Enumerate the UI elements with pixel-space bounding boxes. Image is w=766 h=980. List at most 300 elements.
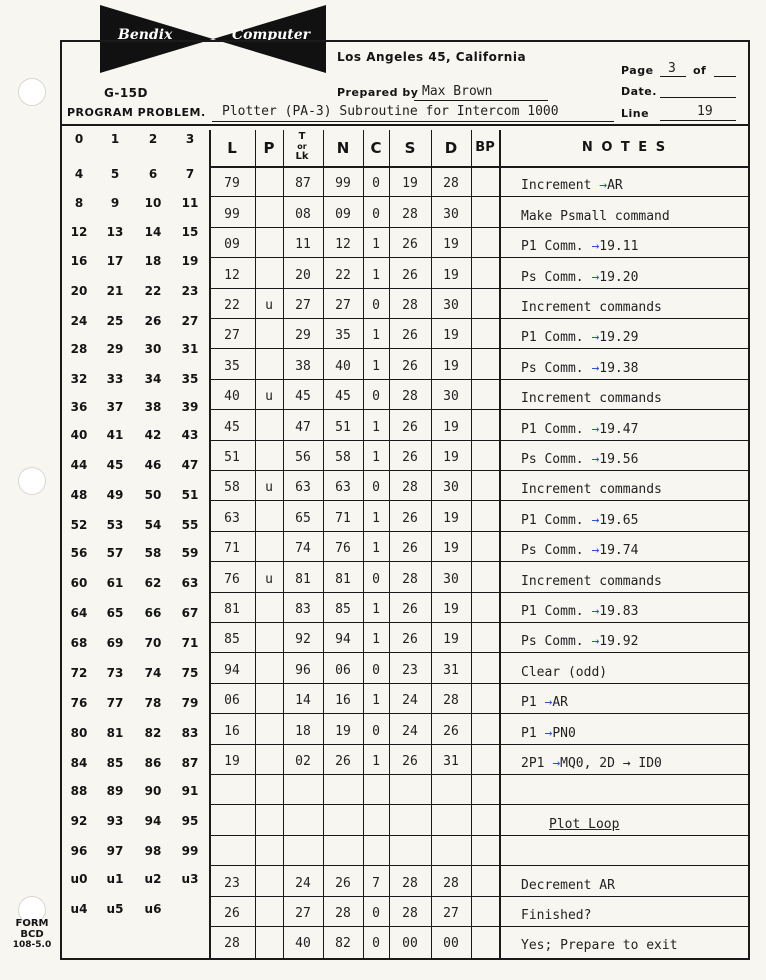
word-number: 17 — [106, 254, 124, 268]
note — [521, 878, 615, 893]
cell-s: 26 — [402, 328, 418, 344]
note-target: 19.83 — [599, 604, 639, 619]
cell-l: 23 — [224, 875, 240, 891]
note-text: Clear (odd) — [521, 664, 608, 680]
word-number: 89 — [106, 784, 124, 798]
row-divider — [209, 774, 750, 775]
word-number: 15 — [181, 225, 199, 239]
word-number: 29 — [106, 342, 124, 356]
cell-t: 24 — [295, 875, 311, 891]
word-number: u3 — [181, 872, 199, 886]
word-number: 65 — [106, 606, 124, 620]
cell-p: u — [265, 298, 273, 313]
cell-n: 26 — [335, 754, 351, 769]
row-divider — [209, 865, 750, 866]
word-number: 3 — [185, 132, 195, 146]
note-text: Ps Comm. — [521, 360, 592, 376]
page-line — [660, 76, 686, 77]
cell-s: 26 — [402, 358, 418, 374]
cell-n: 16 — [335, 693, 351, 709]
cell-n: 06 — [335, 662, 351, 678]
word-number-row — [62, 902, 206, 922]
note — [521, 178, 623, 193]
word-number: 38 — [144, 400, 162, 414]
cell-c: 0 — [372, 723, 380, 739]
cell-s: 26 — [402, 602, 418, 617]
cell-l: 28 — [224, 936, 240, 952]
word-number-row — [62, 488, 206, 508]
word-number: 63 — [181, 576, 199, 590]
cell-d: 30 — [443, 206, 459, 222]
word-number-row — [62, 576, 206, 596]
word-number: 59 — [181, 546, 199, 560]
word-number: 77 — [106, 696, 124, 710]
note — [521, 422, 638, 437]
cell-n: 40 — [335, 358, 351, 374]
note-text: Plot Loop — [549, 816, 620, 832]
cell-d: 19 — [443, 237, 459, 253]
cell-n: 58 — [335, 450, 351, 465]
row-divider — [209, 379, 750, 380]
col-header-or: or — [297, 142, 307, 151]
arrow-right-icon: → — [591, 604, 600, 619]
arrow-right-icon: → — [591, 239, 600, 255]
word-number-row — [62, 636, 206, 656]
punch-hole-middle — [18, 467, 46, 495]
cell-c: 0 — [372, 480, 380, 496]
cell-n: 22 — [335, 267, 351, 283]
word-number: 73 — [106, 666, 124, 680]
word-number: 7 — [185, 167, 195, 181]
program-problem-label: PROGRAM PROBLEM — [67, 106, 201, 119]
cell-c: 1 — [372, 328, 380, 344]
word-number: 12 — [70, 225, 88, 239]
note — [521, 634, 638, 649]
cell-n: 12 — [335, 237, 351, 253]
word-number: 56 — [70, 546, 88, 560]
cell-n: 81 — [335, 571, 351, 587]
cell-n: 26 — [335, 875, 351, 891]
word-number-row — [62, 756, 206, 776]
word-number: 72 — [70, 666, 88, 680]
cell-t: 29 — [295, 328, 311, 344]
note-target: 19.56 — [599, 452, 639, 467]
row-divider — [209, 348, 750, 349]
arrow-right-icon: → — [552, 756, 561, 771]
cell-s: 28 — [402, 298, 418, 313]
command-table — [209, 130, 750, 960]
word-number: 52 — [70, 518, 88, 532]
cell-c: 0 — [372, 571, 380, 587]
note-text: 2P1 — [521, 756, 553, 771]
arrow-right-icon: → — [591, 421, 600, 437]
word-number: 34 — [144, 372, 162, 386]
note-text: P1 — [521, 725, 545, 741]
cell-d: 19 — [443, 358, 459, 374]
page-label: Page — [621, 64, 654, 77]
word-number-row — [62, 372, 206, 392]
word-number: 85 — [106, 756, 124, 770]
word-number-row — [62, 254, 206, 274]
arrow-right-icon: → — [591, 452, 600, 467]
col-header-d: D — [444, 139, 458, 157]
word-number: 70 — [144, 636, 162, 650]
word-number: 90 — [144, 784, 162, 798]
word-number: 69 — [106, 636, 124, 650]
note-target: AR — [607, 178, 623, 194]
note — [521, 239, 638, 254]
line-value: 19 — [697, 104, 713, 119]
word-number: 16 — [70, 254, 88, 268]
arrow-right-icon: → — [591, 269, 600, 285]
cell-t: 74 — [295, 541, 311, 557]
note-text: P1 Comm. — [521, 604, 592, 619]
note-text: Ps Comm. — [521, 634, 592, 650]
cell-c: 0 — [372, 936, 380, 952]
arrow-right-icon: → — [591, 543, 600, 559]
cell-d: 19 — [443, 419, 459, 435]
note-text: P1 Comm. — [521, 512, 592, 528]
cell-l: 85 — [224, 632, 240, 648]
word-number: 91 — [181, 784, 199, 798]
cell-l: 16 — [224, 723, 240, 739]
row-divider — [209, 531, 750, 532]
word-number-row — [62, 518, 206, 538]
form-code-line3: 108-5.0 — [12, 940, 52, 950]
note-text: Finished? — [521, 908, 592, 923]
cell-l: 71 — [224, 541, 240, 557]
word-number: 98 — [144, 844, 162, 858]
punch-hole-top — [18, 78, 46, 106]
word-number: 23 — [181, 284, 199, 298]
word-number-row — [62, 284, 206, 304]
cell-t: 11 — [295, 237, 311, 253]
cell-t: 65 — [295, 510, 311, 526]
word-number: 67 — [181, 606, 199, 620]
row-divider — [209, 196, 750, 197]
word-number: 25 — [106, 314, 124, 328]
cell-t: 87 — [295, 176, 311, 192]
row-divider — [209, 835, 750, 836]
word-number: u0 — [70, 872, 88, 886]
word-number: 64 — [70, 606, 88, 620]
cell-l: 51 — [224, 450, 240, 465]
model-label: G-15D — [104, 86, 148, 100]
row-divider — [209, 470, 750, 471]
cell-t: 27 — [295, 298, 311, 313]
word-number: 53 — [106, 518, 124, 532]
cell-c: 1 — [372, 632, 380, 648]
logo-computer-text: Computer — [232, 27, 311, 43]
word-number: 11 — [181, 196, 199, 210]
cell-d: 30 — [443, 298, 459, 313]
word-number: 54 — [144, 518, 162, 532]
cell-n: 63 — [335, 480, 351, 496]
cell-l: 06 — [224, 693, 240, 709]
cell-l: 27 — [224, 328, 240, 344]
note-target: 19.92 — [599, 634, 639, 650]
note-text: P1 Comm. — [521, 421, 592, 437]
word-number: 95 — [181, 814, 199, 828]
arrow-right-icon: → — [599, 178, 608, 194]
word-number: 39 — [181, 400, 199, 414]
word-number-row — [62, 314, 206, 334]
cell-n: 85 — [335, 602, 351, 617]
cell-s: 00 — [402, 936, 418, 952]
cell-s: 24 — [402, 723, 418, 739]
cell-d: 31 — [443, 754, 459, 769]
word-number-row — [62, 666, 206, 686]
cell-d: 19 — [443, 602, 459, 617]
row-divider — [209, 440, 750, 441]
cell-c: 0 — [372, 298, 380, 313]
cell-t: 47 — [295, 419, 311, 435]
word-number: 94 — [144, 814, 162, 828]
col-header-bp: BP — [475, 140, 495, 155]
note-target: 19.47 — [599, 421, 639, 437]
row-divider — [209, 896, 750, 897]
note — [521, 452, 638, 467]
cell-t: 96 — [295, 662, 311, 678]
cell-d: 30 — [443, 571, 459, 587]
word-number: 92 — [70, 814, 88, 828]
word-number-row — [62, 400, 206, 420]
cell-l: 94 — [224, 662, 240, 678]
cell-s: 28 — [402, 480, 418, 496]
word-number-row — [62, 606, 206, 626]
word-number-row — [62, 844, 206, 864]
cell-s: 26 — [402, 419, 418, 435]
word-number: 14 — [144, 225, 162, 239]
row-divider — [209, 166, 750, 168]
word-number: u1 — [106, 872, 124, 886]
col-header-t-or-lk — [283, 132, 321, 162]
cell-t: 92 — [295, 632, 311, 648]
row-divider — [209, 804, 750, 805]
cell-c: 0 — [372, 389, 380, 405]
word-number: 0 — [74, 132, 84, 146]
col-header-n: N — [336, 139, 350, 157]
word-number: 68 — [70, 636, 88, 650]
cell-l: 58 — [224, 480, 240, 496]
row-divider — [209, 683, 750, 684]
problem-line — [212, 121, 614, 122]
cell-t: 81 — [295, 571, 311, 587]
cell-l: 22 — [224, 298, 240, 313]
word-number: 13 — [106, 225, 124, 239]
word-number: 79 — [181, 696, 199, 710]
cell-n: 94 — [335, 632, 351, 648]
word-number-row — [62, 814, 206, 834]
cell-n: 35 — [335, 328, 351, 344]
word-number: 84 — [70, 756, 88, 770]
cell-d: 26 — [443, 723, 459, 739]
problem-text: Plotter (PA-3) Subroutine for Intercom 1000 — [222, 104, 559, 119]
note-target: 19.65 — [599, 512, 639, 528]
cell-l: 79 — [224, 176, 240, 192]
cell-c: 0 — [372, 906, 380, 921]
cell-p: u — [265, 571, 273, 587]
cell-c: 0 — [372, 662, 380, 678]
word-number: u4 — [70, 902, 88, 916]
cell-d: 30 — [443, 480, 459, 496]
note — [521, 543, 638, 558]
note — [521, 938, 678, 953]
note-text: Ps Comm. — [521, 269, 592, 285]
row-divider — [209, 622, 750, 623]
note-text: Decrement AR — [521, 877, 615, 893]
page-value: 3 — [668, 61, 676, 76]
word-number-row — [62, 167, 206, 187]
cell-l: 09 — [224, 237, 240, 253]
cell-s: 28 — [402, 389, 418, 405]
word-number: 96 — [70, 844, 88, 858]
note-text: P1 Comm. — [521, 239, 592, 255]
cell-t: 27 — [295, 906, 311, 921]
cell-t: 08 — [295, 206, 311, 222]
form-code-line1: FORM — [15, 918, 49, 929]
col-header-l: L — [227, 139, 237, 157]
word-number: 31 — [181, 342, 199, 356]
cell-s: 26 — [402, 450, 418, 465]
cell-t: 18 — [295, 723, 311, 739]
word-number: 28 — [70, 342, 88, 356]
word-number: 22 — [144, 284, 162, 298]
cell-l: 63 — [224, 510, 240, 526]
cell-s: 28 — [402, 906, 418, 921]
word-number: 88 — [70, 784, 88, 798]
cell-s: 28 — [402, 875, 418, 891]
note-text: Increment commands — [521, 482, 662, 498]
word-number: 8 — [74, 196, 84, 210]
word-number: 74 — [144, 666, 162, 680]
cell-d: 19 — [443, 541, 459, 557]
cell-d: 19 — [443, 632, 459, 648]
word-number: 35 — [181, 372, 199, 386]
program-problem-dot: . — [201, 106, 206, 119]
cell-n: 09 — [335, 206, 351, 222]
prepared-by-label: Prepared by — [337, 86, 419, 99]
cell-l: 40 — [224, 389, 240, 405]
row-divider — [209, 713, 750, 714]
cell-t: 83 — [295, 602, 311, 617]
form-code-line2: BCD — [20, 929, 44, 940]
cell-c: 1 — [372, 358, 380, 374]
arrow-right-icon: → — [591, 512, 600, 528]
cell-c: 1 — [372, 693, 380, 709]
word-number: 46 — [144, 458, 162, 472]
word-number: 86 — [144, 756, 162, 770]
word-number: u6 — [144, 902, 162, 916]
cell-d: 19 — [443, 267, 459, 283]
word-number: 43 — [181, 428, 199, 442]
note-target: 19.11 — [599, 239, 639, 255]
word-number-row — [62, 546, 206, 566]
col-header-lk: Lk — [295, 151, 309, 162]
word-number: 87 — [181, 756, 199, 770]
cell-c: 0 — [372, 176, 380, 192]
note — [521, 513, 638, 528]
word-number: 32 — [70, 372, 88, 386]
row-divider — [209, 227, 750, 228]
cell-s: 28 — [402, 571, 418, 587]
cell-n: 19 — [335, 723, 351, 739]
cell-d: 00 — [443, 936, 459, 952]
note-text: P1 Comm. — [521, 330, 592, 346]
word-number: 33 — [106, 372, 124, 386]
note-text: Ps Comm. — [521, 452, 592, 467]
cell-l: 99 — [224, 206, 240, 222]
cell-l: 81 — [224, 602, 240, 617]
word-number-row — [62, 726, 206, 746]
cell-n: 27 — [335, 298, 351, 313]
word-number: 75 — [181, 666, 199, 680]
word-number: 21 — [106, 284, 124, 298]
word-number-row — [62, 342, 206, 362]
cell-p: u — [265, 480, 273, 496]
cell-c: 7 — [372, 875, 380, 891]
word-number: 24 — [70, 314, 88, 328]
cell-c: 1 — [372, 237, 380, 253]
word-number: 58 — [144, 546, 162, 560]
word-number: 99 — [181, 844, 199, 858]
note — [521, 209, 670, 224]
word-number: 60 — [70, 576, 88, 590]
cell-c: 0 — [372, 206, 380, 222]
word-number: 47 — [181, 458, 199, 472]
row-divider — [209, 409, 750, 410]
cell-c: 1 — [372, 510, 380, 526]
word-number: 5 — [110, 167, 120, 181]
row-divider — [209, 500, 750, 501]
cell-p: u — [265, 389, 273, 405]
cell-s: 26 — [402, 237, 418, 253]
word-number: 9 — [110, 196, 120, 210]
cell-l: 12 — [224, 267, 240, 283]
row-divider — [209, 318, 750, 319]
note-text: Increment — [521, 178, 600, 194]
word-number: 41 — [106, 428, 124, 442]
note-target: 19.20 — [599, 269, 639, 285]
cell-s: 23 — [402, 662, 418, 678]
note — [549, 817, 619, 832]
cell-s: 26 — [402, 541, 418, 557]
date-label: Date. — [621, 85, 657, 98]
cell-c: 1 — [372, 754, 380, 769]
note — [521, 482, 662, 497]
cell-s: 19 — [402, 176, 418, 192]
word-number: 62 — [144, 576, 162, 590]
word-number-row — [62, 428, 206, 448]
word-number: 57 — [106, 546, 124, 560]
arrow-right-icon: → — [591, 330, 600, 346]
form-code — [8, 918, 56, 951]
cell-s: 26 — [402, 632, 418, 648]
row-divider — [209, 257, 750, 258]
cell-d: 19 — [443, 328, 459, 344]
col-header-notes: N O T E S — [581, 140, 668, 155]
word-number-row — [62, 872, 206, 892]
row-divider — [209, 652, 750, 653]
note — [521, 270, 638, 285]
address: Los Angeles 45, California — [337, 50, 527, 64]
note-target: MQ0, 2D → ID0 — [560, 756, 662, 771]
cell-l: 76 — [224, 571, 240, 587]
word-number: 45 — [106, 458, 124, 472]
prepared-by-value: Max Brown — [422, 84, 493, 99]
note — [521, 665, 607, 680]
header-divider — [60, 124, 750, 126]
